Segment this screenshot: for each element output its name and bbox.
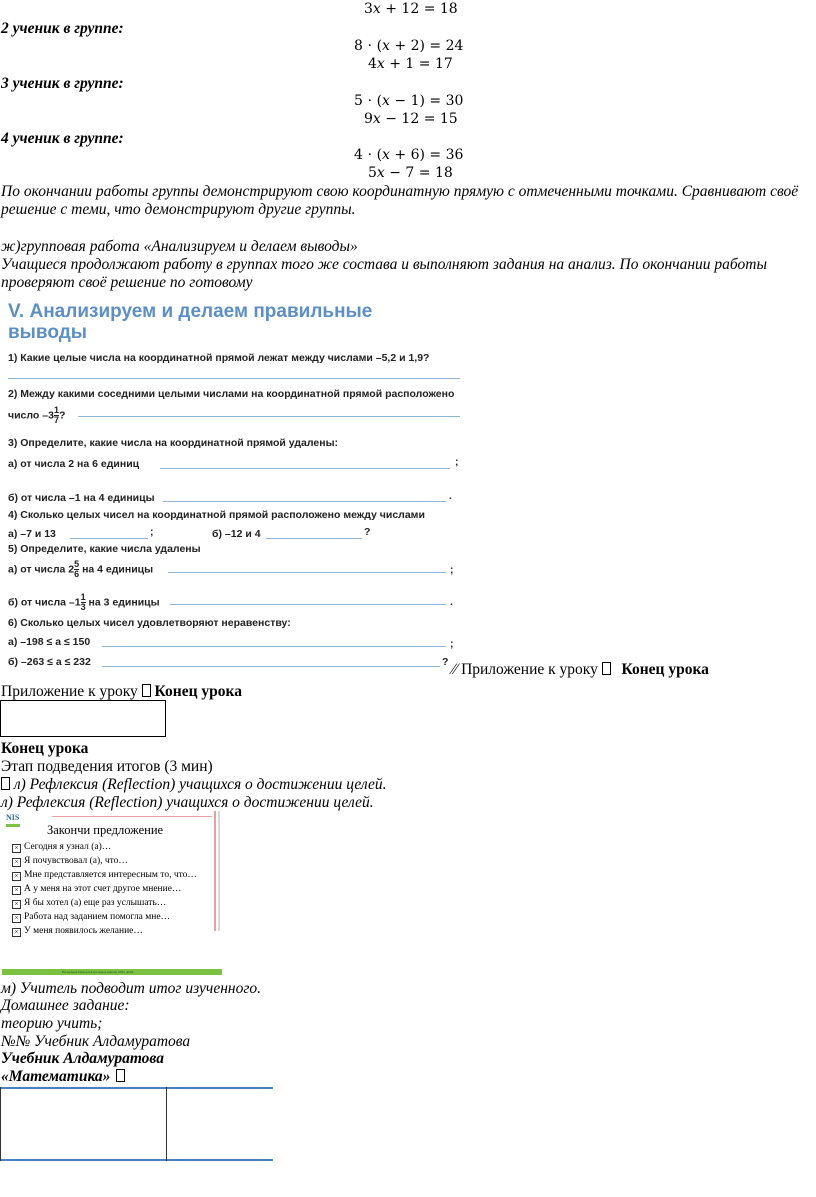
reflection-slide [2, 811, 222, 976]
textbook-excerpt [0, 296, 470, 678]
equation-4b: 5𝑥 − 7 = 18 [368, 165, 453, 181]
placeholder-glyph-box [116, 1069, 125, 1082]
textbook-title-line2: выводы [8, 322, 87, 343]
empty-frame [0, 700, 166, 737]
decorative-rule [52, 816, 212, 817]
subject-name: «Математика» [1, 1068, 125, 1086]
equation-2a: 8 ⋅ (𝑥 + 2) = 24 [354, 38, 464, 54]
reflection-item-text: Сегодня я узнал (а)… [24, 842, 112, 852]
reflection-footer-bar: Назарбаев Интеллектуальные школы 2022 АОО [2, 969, 222, 975]
appendix-inline [452, 661, 709, 679]
student-2-heading: 2 ученик в группе: [1, 20, 124, 37]
textbook-q6a: а) –198 ≤ a ≤ 150 [8, 636, 91, 648]
placeholder-glyph-box [1, 777, 10, 790]
answer-line [170, 604, 446, 605]
textbook-q6: 6) Сколько целых чисел удовлетворяют неравенству: [8, 617, 291, 629]
answer-line [8, 378, 460, 379]
checkbox-icon: × [12, 886, 21, 895]
checkbox-icon: × [12, 858, 21, 867]
homework-heading: Домашнее задание: [1, 997, 130, 1014]
reflection-item [12, 868, 197, 882]
punctuation: ? [442, 656, 449, 668]
answer-line [168, 572, 446, 573]
fraction: $\frac{1}{3}$ [80, 592, 86, 612]
student-4-heading: 4 ученик в группе: [1, 130, 124, 147]
reflection-item-text: Мне представляется интересным то, что… [24, 870, 197, 880]
reflection-item [12, 896, 197, 910]
fraction: $\frac{5}{6}$ [74, 559, 80, 579]
reflection-item-text: Я почувствовал (а), что… [24, 856, 128, 866]
punctuation: . [450, 596, 453, 608]
paragraph-demonstrate: По окончании работы группы демонстрируют свою координатную прямую с отмеченными точками. Сравнивают своё решение с теми, что демонстрируют другие группы. [1, 183, 799, 218]
textbook-q4: 4) Сколько целых чисел на координатной прямой расположено между числами [8, 509, 425, 521]
textbook-q5b: б) от числа –1 $\frac{1}{3}$ на 3 единицы [8, 592, 160, 612]
answer-line [70, 538, 148, 539]
answer-line [163, 501, 446, 502]
reflection-title: Закончи предложение [47, 823, 164, 837]
textbook-q4a: а) –7 и 13 [8, 528, 56, 540]
reflection-heading-1: л) Рефлексия (Reflection) учащихся о достижении целей. [1, 776, 387, 794]
reflection-heading-2: л) Рефлексия (Reflection) учащихся о достижении целей. [1, 794, 374, 811]
summary-stage: Этап подведения итогов (3 мин) [1, 758, 213, 775]
end-of-lesson-label: Конец урока [621, 661, 709, 678]
reflection-item-text: Работа над заданием помогла мне… [24, 912, 171, 922]
appendix-line [1, 683, 242, 701]
placeholder-glyph-box [602, 662, 611, 675]
teacher-summary: м) Учитель подводит итог изученного. [1, 980, 262, 997]
paragraph-analysis: Учащиеся продолжают работу в группах того же состава и выполняют задания на анализ. По окончании работы проверяют своё решение по готовому [1, 256, 767, 291]
punctuation: ; [450, 564, 454, 576]
textbook-q3b: б) от числа –1 на 4 единицы [8, 492, 155, 504]
appendix-link[interactable]: Приложение к уроку [461, 661, 598, 678]
punctuation: . [449, 490, 452, 502]
end-of-lesson-label: Конец урока [154, 683, 242, 700]
textbook-name: Учебник Алдамуратова [1, 1050, 164, 1067]
textbook-q5a: а) от числа 2 $\frac{5}{6}$ на 4 единицы [8, 559, 154, 579]
reflection-item [12, 910, 197, 924]
end-of-lesson-heading: Конец урока [1, 740, 89, 757]
homework-theory: теорию учить; [1, 1015, 103, 1032]
equation-4a: 4 ⋅ (𝑥 + 6) = 36 [354, 147, 464, 163]
checkbox-icon: × [12, 914, 21, 923]
decorative-stripe [214, 811, 216, 931]
paragraph-group-work: ж)групповая работа «Анализируем и делаем выводы» [1, 238, 358, 255]
textbook-title-line1: V. Анализируем и делаем правильные [8, 301, 373, 322]
reflection-item-text: У меня появилось желание… [24, 926, 143, 936]
textbook-q1: 1) Какие целые числа на координатной прямой лежат между числами –5,2 и 1,9? [8, 352, 430, 364]
equation-2b: 4𝑥 + 1 = 17 [368, 56, 453, 72]
reflection-item-text: А у меня на этот счет другое мнение… [24, 884, 182, 894]
empty-table [0, 1087, 273, 1161]
reflection-item [12, 924, 197, 938]
answer-line [102, 646, 446, 647]
reflection-item [12, 840, 197, 854]
fraction: $\frac{1}{7}$ [53, 405, 59, 425]
equation-3a: 5 ⋅ (𝑥 − 1) = 30 [354, 93, 464, 109]
textbook-q6b: б) –263 ≤ a ≤ 232 [8, 656, 91, 668]
textbook-q5: 5) Определите, какие числа удалены [8, 543, 201, 555]
placeholder-glyph-box [142, 684, 151, 697]
reflection-item [12, 882, 197, 896]
equation-1: 3𝑥 + 12 = 18 [364, 1, 458, 17]
reflection-item-text: Я бы хотел (а) еще раз услышать… [24, 898, 167, 908]
punctuation: ; [455, 456, 459, 468]
homework-textbook-ref: №№ Учебник Алдамуратова [1, 1033, 191, 1050]
punctuation: ? [364, 526, 371, 538]
checkbox-icon: × [12, 900, 21, 909]
textbook-q2: 2) Между какими соседними целыми числами на координатной прямой расположено [8, 388, 455, 400]
decorative-stripe [218, 811, 220, 931]
answer-line [78, 416, 460, 417]
answer-line [266, 538, 362, 539]
checkbox-icon: × [12, 928, 21, 937]
checkbox-icon: × [12, 844, 21, 853]
textbook-q4b: б) –12 и 4 [212, 528, 261, 540]
student-3-heading: 3 ученик в группе: [1, 75, 124, 92]
textbook-q3a: а) от числа 2 на 6 единиц [8, 458, 140, 470]
reflection-list [12, 840, 197, 938]
checkbox-icon: × [12, 872, 21, 881]
appendix-link[interactable]: Приложение к уроку [1, 683, 138, 700]
answer-line [160, 468, 450, 469]
punctuation: ; [150, 526, 154, 538]
answer-line [102, 666, 440, 667]
equation-3b: 9𝑥 − 12 = 15 [364, 111, 458, 127]
slash-glyph: ⁄⁄ [452, 661, 458, 678]
punctuation: ; [450, 638, 454, 650]
nis-logo: NIS [2, 811, 24, 833]
textbook-q3: 3) Определите, какие числа на координатной прямой удалены: [8, 437, 339, 449]
textbook-q2-number: число –3 $\frac{1}{7}$ ? [8, 405, 66, 425]
reflection-item [12, 854, 197, 868]
